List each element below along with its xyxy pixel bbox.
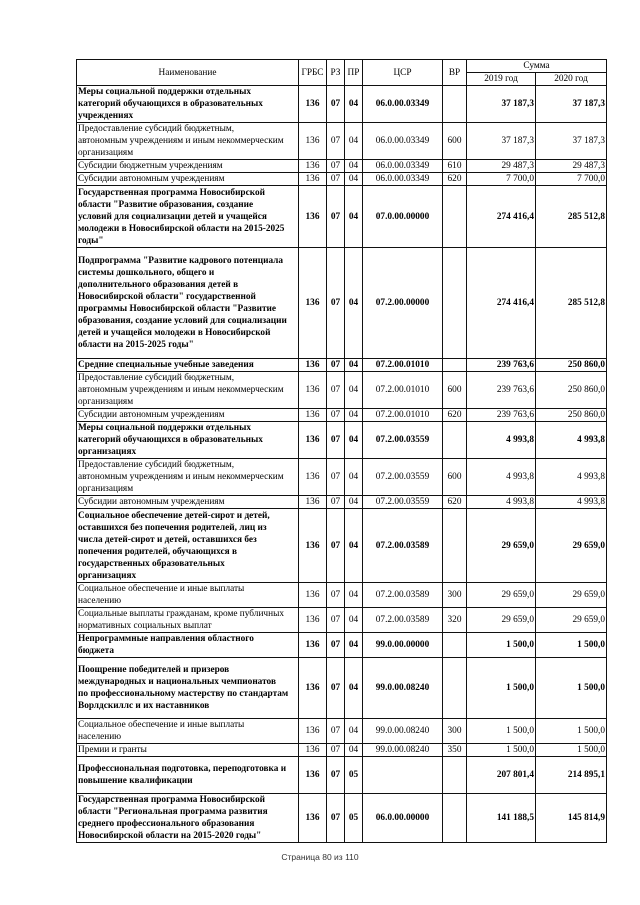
- csr-cell: 07.2.00.03589: [363, 509, 443, 583]
- sum-2020-cell: 285 512,8: [536, 186, 607, 248]
- header-pr: ПР: [345, 60, 363, 86]
- pr-cell: 04: [345, 123, 363, 160]
- table-row: [77, 744, 607, 757]
- sum-2020-cell: 29 659,0: [536, 608, 607, 633]
- vr-cell: [443, 509, 467, 583]
- name-cell: Предоставление субсидий бюджетным, автономным учреждениям и иным некоммерческим организациям: [77, 123, 299, 160]
- grbs-cell: 136: [299, 409, 327, 422]
- name-cell: Социальные выплаты гражданам, кроме публичных нормативных социальных выплат: [77, 608, 299, 633]
- grbs-cell: 136: [299, 359, 327, 372]
- grbs-cell: 136: [299, 744, 327, 757]
- vr-cell: 600: [443, 459, 467, 496]
- sum-2020-cell: 7 700,0: [536, 173, 607, 186]
- name-cell: Профессиональная подготовка, переподготовка и повышение квалификации: [77, 757, 299, 794]
- rz-cell: 07: [327, 583, 345, 608]
- header-vr: ВР: [443, 60, 467, 86]
- csr-cell: 06.0.00.03349: [363, 86, 443, 123]
- pr-cell: 05: [345, 757, 363, 794]
- vr-cell: [443, 794, 467, 843]
- sum-2020-cell: 250 860,0: [536, 372, 607, 409]
- rz-cell: 07: [327, 608, 345, 633]
- sum-2020-cell: 145 814,9: [536, 794, 607, 843]
- pr-cell: 04: [345, 719, 363, 744]
- sum-2019-cell: 141 188,5: [467, 794, 536, 843]
- sum-2019-cell: 1 500,0: [467, 719, 536, 744]
- grbs-cell: 136: [299, 633, 327, 658]
- csr-cell: 06.0.00.00000: [363, 794, 443, 843]
- table-row: [77, 719, 607, 744]
- name-cell: Субсидии автономным учреждениям: [77, 409, 299, 422]
- rz-cell: 07: [327, 160, 345, 173]
- sum-2020-cell: 1 500,0: [536, 719, 607, 744]
- csr-cell: 07.2.00.01010: [363, 372, 443, 409]
- sum-2020-cell: 1 500,0: [536, 633, 607, 658]
- rz-cell: 07: [327, 422, 345, 459]
- pr-cell: 04: [345, 409, 363, 422]
- table-row: [77, 248, 607, 359]
- name-cell: Поощрение победителей и призеров международных и национальных чемпионатов по профессиональному мастерству по стандартам Ворлдскиллс и их наставников: [77, 658, 299, 719]
- sum-2020-cell: 4 993,8: [536, 496, 607, 509]
- grbs-cell: 136: [299, 757, 327, 794]
- table-row: [77, 496, 607, 509]
- csr-cell: 99.0.00.08240: [363, 744, 443, 757]
- rz-cell: 07: [327, 509, 345, 583]
- name-cell: Меры социальной поддержки отдельных категорий обучающихся в образовательных учреждениях: [77, 86, 299, 123]
- vr-cell: 350: [443, 744, 467, 757]
- sum-2019-cell: 37 187,3: [467, 86, 536, 123]
- sum-2020-cell: 250 860,0: [536, 409, 607, 422]
- table-row: [77, 583, 607, 608]
- grbs-cell: 136: [299, 794, 327, 843]
- sum-2020-cell: 214 895,1: [536, 757, 607, 794]
- vr-cell: 600: [443, 123, 467, 160]
- table-row: [77, 173, 607, 186]
- pr-cell: 04: [345, 633, 363, 658]
- sum-2020-cell: 4 993,8: [536, 422, 607, 459]
- pr-cell: 04: [345, 359, 363, 372]
- name-cell: Предоставление субсидий бюджетным, автономным учреждениям и иным некоммерческим организациям: [77, 459, 299, 496]
- budget-table: [76, 59, 607, 843]
- grbs-cell: 136: [299, 459, 327, 496]
- sum-2019-cell: 1 500,0: [467, 658, 536, 719]
- vr-cell: [443, 186, 467, 248]
- pr-cell: 04: [345, 509, 363, 583]
- vr-cell: [443, 633, 467, 658]
- name-cell: Подпрограмма "Развитие кадрового потенциала системы дошкольного, общего и дополнительного образования детей в Новосибирской области" государственной программы Новосибирской области "Развитие образования, создание условий для социализации детей и учащейся молодежи в Новосибирской области на 2015-2025 годы": [77, 248, 299, 359]
- grbs-cell: 136: [299, 496, 327, 509]
- grbs-cell: 136: [299, 509, 327, 583]
- sum-2019-cell: 29 487,3: [467, 160, 536, 173]
- rz-cell: 07: [327, 719, 345, 744]
- table-row: [77, 757, 607, 794]
- vr-cell: [443, 359, 467, 372]
- name-cell: Непрограммные направления областного бюджета: [77, 633, 299, 658]
- csr-cell: 06.0.00.03349: [363, 173, 443, 186]
- table-row: [77, 608, 607, 633]
- name-cell: Социальное обеспечение и иные выплаты населению: [77, 583, 299, 608]
- sum-2019-cell: 274 416,4: [467, 248, 536, 359]
- pr-cell: 04: [345, 248, 363, 359]
- budget-table-body: [77, 86, 607, 843]
- name-cell: Субсидии бюджетным учреждениям: [77, 160, 299, 173]
- grbs-cell: 136: [299, 658, 327, 719]
- sum-2020-cell: 29 487,3: [536, 160, 607, 173]
- rz-cell: 07: [327, 372, 345, 409]
- grbs-cell: 136: [299, 86, 327, 123]
- header-rz: РЗ: [327, 60, 345, 86]
- table-row: [77, 359, 607, 372]
- sum-2020-cell: 4 993,8: [536, 459, 607, 496]
- vr-cell: 300: [443, 719, 467, 744]
- sum-2020-cell: 250 860,0: [536, 359, 607, 372]
- sum-2019-cell: 37 187,3: [467, 123, 536, 160]
- rz-cell: 07: [327, 409, 345, 422]
- table-row: [77, 422, 607, 459]
- rz-cell: 07: [327, 633, 345, 658]
- table-row: [77, 658, 607, 719]
- rz-cell: 07: [327, 794, 345, 843]
- table-row: [77, 160, 607, 173]
- table-header: [77, 60, 607, 86]
- pr-cell: 04: [345, 658, 363, 719]
- vr-cell: [443, 248, 467, 359]
- pr-cell: 04: [345, 372, 363, 409]
- csr-cell: 07.2.00.00000: [363, 248, 443, 359]
- rz-cell: 07: [327, 658, 345, 719]
- sum-2019-cell: 239 763,6: [467, 359, 536, 372]
- rz-cell: 07: [327, 744, 345, 757]
- vr-cell: 600: [443, 372, 467, 409]
- sum-2020-cell: 29 659,0: [536, 583, 607, 608]
- grbs-cell: 136: [299, 123, 327, 160]
- csr-cell: 07.2.00.03589: [363, 608, 443, 633]
- vr-cell: [443, 86, 467, 123]
- header-row: [77, 60, 607, 73]
- table-row: [77, 409, 607, 422]
- pr-cell: 04: [345, 173, 363, 186]
- grbs-cell: 136: [299, 422, 327, 459]
- csr-cell: 99.0.00.08240: [363, 658, 443, 719]
- header-year-2020: 2020 год: [536, 73, 607, 86]
- sum-2019-cell: 1 500,0: [467, 633, 536, 658]
- csr-cell: 06.0.00.03349: [363, 123, 443, 160]
- pr-cell: 04: [345, 186, 363, 248]
- sum-2019-cell: 239 763,6: [467, 409, 536, 422]
- table-row: [77, 186, 607, 248]
- sum-2020-cell: 29 659,0: [536, 509, 607, 583]
- csr-cell: 99.0.00.00000: [363, 633, 443, 658]
- name-cell: Меры социальной поддержки отдельных категорий обучающихся в образовательных организациях: [77, 422, 299, 459]
- table-row: [77, 633, 607, 658]
- rz-cell: 07: [327, 123, 345, 160]
- rz-cell: 07: [327, 757, 345, 794]
- csr-cell: 07.0.00.00000: [363, 186, 443, 248]
- name-cell: Социальное обеспечение и иные выплаты населению: [77, 719, 299, 744]
- grbs-cell: 136: [299, 173, 327, 186]
- sum-2019-cell: 4 993,8: [467, 459, 536, 496]
- header-csr: ЦСР: [363, 60, 443, 86]
- csr-cell: 99.0.00.08240: [363, 719, 443, 744]
- pr-cell: 04: [345, 160, 363, 173]
- table-row: [77, 509, 607, 583]
- rz-cell: 07: [327, 359, 345, 372]
- grbs-cell: 136: [299, 160, 327, 173]
- header-year-2019: 2019 год: [467, 73, 536, 86]
- vr-cell: [443, 658, 467, 719]
- name-cell: Государственная программа Новосибирской области "Развитие образования, создание условий для социализации детей и учащейся молодежи в Новосибирской области на 2015-2025 годы": [77, 186, 299, 248]
- rz-cell: 07: [327, 248, 345, 359]
- sum-2019-cell: 29 659,0: [467, 583, 536, 608]
- vr-cell: 620: [443, 173, 467, 186]
- table-row: [77, 794, 607, 843]
- vr-cell: [443, 757, 467, 794]
- grbs-cell: 136: [299, 583, 327, 608]
- header-grbs: ГРБС: [299, 60, 327, 86]
- sum-2019-cell: 4 993,8: [467, 496, 536, 509]
- csr-cell: 07.2.00.01010: [363, 409, 443, 422]
- pr-cell: 04: [345, 459, 363, 496]
- pr-cell: 04: [345, 583, 363, 608]
- table-row: [77, 123, 607, 160]
- rz-cell: 07: [327, 173, 345, 186]
- sum-2019-cell: 7 700,0: [467, 173, 536, 186]
- sum-2019-cell: 29 659,0: [467, 608, 536, 633]
- header-sum: Сумма: [467, 60, 607, 73]
- header-name: Наименование: [77, 60, 299, 86]
- name-cell: Предоставление субсидий бюджетным, автономным учреждениям и иным некоммерческим организациям: [77, 372, 299, 409]
- rz-cell: 07: [327, 86, 345, 123]
- sum-2019-cell: 4 993,8: [467, 422, 536, 459]
- page-number: Страница 80 из 110: [281, 852, 359, 862]
- rz-cell: 07: [327, 186, 345, 248]
- pr-cell: 04: [345, 744, 363, 757]
- vr-cell: [443, 422, 467, 459]
- grbs-cell: 136: [299, 608, 327, 633]
- csr-cell: 07.2.00.03559: [363, 496, 443, 509]
- sum-2020-cell: 37 187,3: [536, 86, 607, 123]
- vr-cell: 620: [443, 409, 467, 422]
- pr-cell: 04: [345, 422, 363, 459]
- csr-cell: 07.2.00.03559: [363, 459, 443, 496]
- table-row: [77, 459, 607, 496]
- pr-cell: 04: [345, 496, 363, 509]
- csr-cell: 07.2.00.03589: [363, 583, 443, 608]
- csr-cell: 07.2.00.03559: [363, 422, 443, 459]
- name-cell: Премии и гранты: [77, 744, 299, 757]
- sum-2019-cell: 239 763,6: [467, 372, 536, 409]
- sum-2020-cell: 285 512,8: [536, 248, 607, 359]
- pr-cell: 05: [345, 794, 363, 843]
- pr-cell: 04: [345, 608, 363, 633]
- sum-2019-cell: 1 500,0: [467, 744, 536, 757]
- sum-2019-cell: 207 801,4: [467, 757, 536, 794]
- sum-2020-cell: 1 500,0: [536, 658, 607, 719]
- name-cell: Государственная программа Новосибирской области "Региональная программа развития среднего профессионального образования Новосибирской области на 2015-2020 годы": [77, 794, 299, 843]
- sum-2020-cell: 1 500,0: [536, 744, 607, 757]
- sum-2019-cell: 274 416,4: [467, 186, 536, 248]
- grbs-cell: 136: [299, 248, 327, 359]
- csr-cell: [363, 757, 443, 794]
- grbs-cell: 136: [299, 372, 327, 409]
- vr-cell: 620: [443, 496, 467, 509]
- grbs-cell: 136: [299, 186, 327, 248]
- name-cell: Субсидии автономным учреждениям: [77, 496, 299, 509]
- csr-cell: 07.2.00.01010: [363, 359, 443, 372]
- csr-cell: 06.0.00.03349: [363, 160, 443, 173]
- pr-cell: 04: [345, 86, 363, 123]
- sum-2019-cell: 29 659,0: [467, 509, 536, 583]
- vr-cell: 320: [443, 608, 467, 633]
- name-cell: Социальное обеспечение детей-сирот и детей, оставшихся без попечения родителей, лиц из числа детей-сирот и детей, оставшихся без попечения родителей, обучающихся в государственных образовательных организациях: [77, 509, 299, 583]
- name-cell: Средние специальные учебные заведения: [77, 359, 299, 372]
- vr-cell: 610: [443, 160, 467, 173]
- name-cell: Субсидии автономным учреждениям: [77, 173, 299, 186]
- rz-cell: 07: [327, 496, 345, 509]
- grbs-cell: 136: [299, 719, 327, 744]
- table-row: [77, 86, 607, 123]
- table-row: [77, 372, 607, 409]
- rz-cell: 07: [327, 459, 345, 496]
- sum-2020-cell: 37 187,3: [536, 123, 607, 160]
- vr-cell: 300: [443, 583, 467, 608]
